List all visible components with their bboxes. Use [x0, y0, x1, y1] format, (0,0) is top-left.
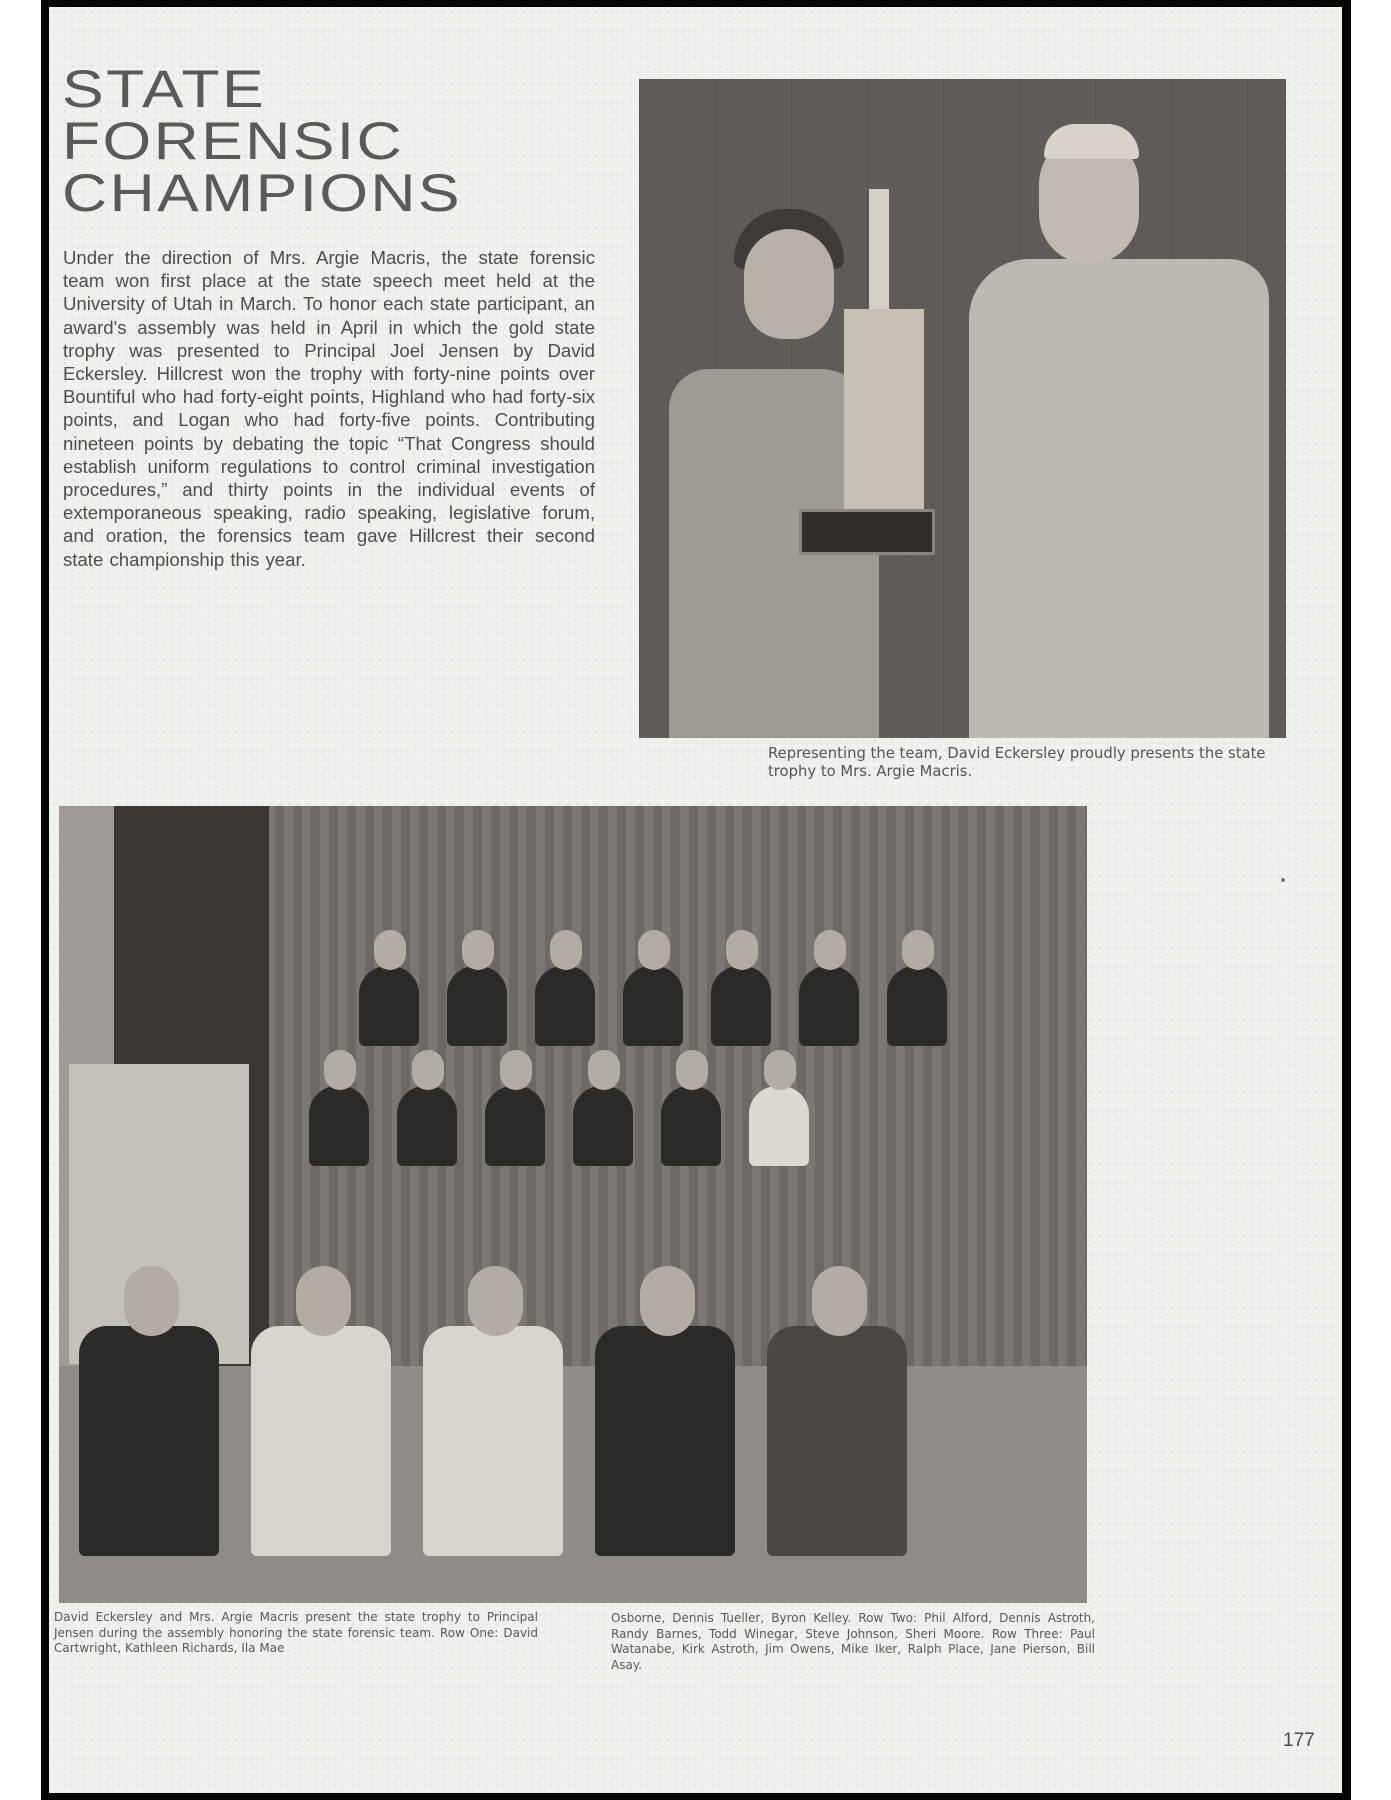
person: [623, 966, 683, 1046]
person: [535, 966, 595, 1046]
trophy-base: [799, 509, 935, 555]
page-title: [62, 60, 463, 223]
title-line: CHAMPIONS: [62, 164, 463, 223]
person: [887, 966, 947, 1046]
person: [359, 966, 419, 1046]
person: [79, 1326, 219, 1556]
person: [595, 1326, 735, 1556]
title-line: FORENSIC: [62, 112, 405, 171]
person: [485, 1086, 545, 1166]
row-three: [359, 966, 975, 1046]
person: [767, 1326, 907, 1556]
person: [309, 1086, 369, 1166]
row-one: [79, 1326, 939, 1556]
bottom-photo-caption-left: David Eckersley and Mrs. Argie Macris present the state trophy to Principal Jensen during the assembly honoring the state forensic team. Row One: David Cartwright, Kathleen Richards, Ila Mae: [54, 1610, 538, 1655]
title-line: STATE: [62, 60, 267, 119]
person: [423, 1326, 563, 1556]
person: [251, 1326, 391, 1556]
person: [799, 966, 859, 1046]
person: [661, 1086, 721, 1166]
bottom-photo-caption-right: Osborne, Dennis Tueller, Byron Kelley. Row Two: Phil Alford, Dennis Astroth, Randy Barnes, Todd Winegar, Steve Johnson, Sheri Moore. Row Three: Paul Watanabe, Kirk Astroth, Jim Owens, Mike Iker, Ralph Place, Jane Pierson, Bill Asay.: [611, 1611, 1095, 1672]
team-group-photo: [59, 806, 1087, 1603]
trophy-figurine: [869, 189, 889, 314]
person: [447, 966, 507, 1046]
trophy-presentation-photo: [639, 79, 1286, 738]
person: [749, 1086, 809, 1166]
man-figure: [969, 259, 1269, 738]
article-body: Under the direction of Mrs. Argie Macris, the state forensic team won first place at the state speech meet held at the University of Utah in March. To honor each state participant, an award's assembly was held in April in which the gold state trophy was presented to Principal Joel Jensen by David Eckersley. Hillcrest won the trophy with forty-nine points over Bountiful who had forty-eight points, Highland who had forty-six points, and Logan who had forty-five points. Contributing nineteen points by debating the topic “That Congress should establish uniform regulations to control criminal investigation procedures,” and thirty points in the individual events of extemporaneous speaking, radio speaking, legislative forum, and oration, the forensics team gave Hillcrest their second state championship this year.: [63, 247, 595, 570]
trophy-column: [844, 309, 924, 509]
page-number: 177: [1283, 1730, 1315, 1751]
person: [573, 1086, 633, 1166]
person: [711, 966, 771, 1046]
top-photo-caption: Representing the team, David Eckersley proudly presents the state trophy to Mrs. Argie Macris.: [768, 745, 1266, 780]
row-two: [309, 1086, 837, 1166]
paper-speck: [1281, 878, 1285, 882]
person: [397, 1086, 457, 1166]
man-hair: [1044, 124, 1139, 159]
woman-head: [744, 229, 834, 339]
